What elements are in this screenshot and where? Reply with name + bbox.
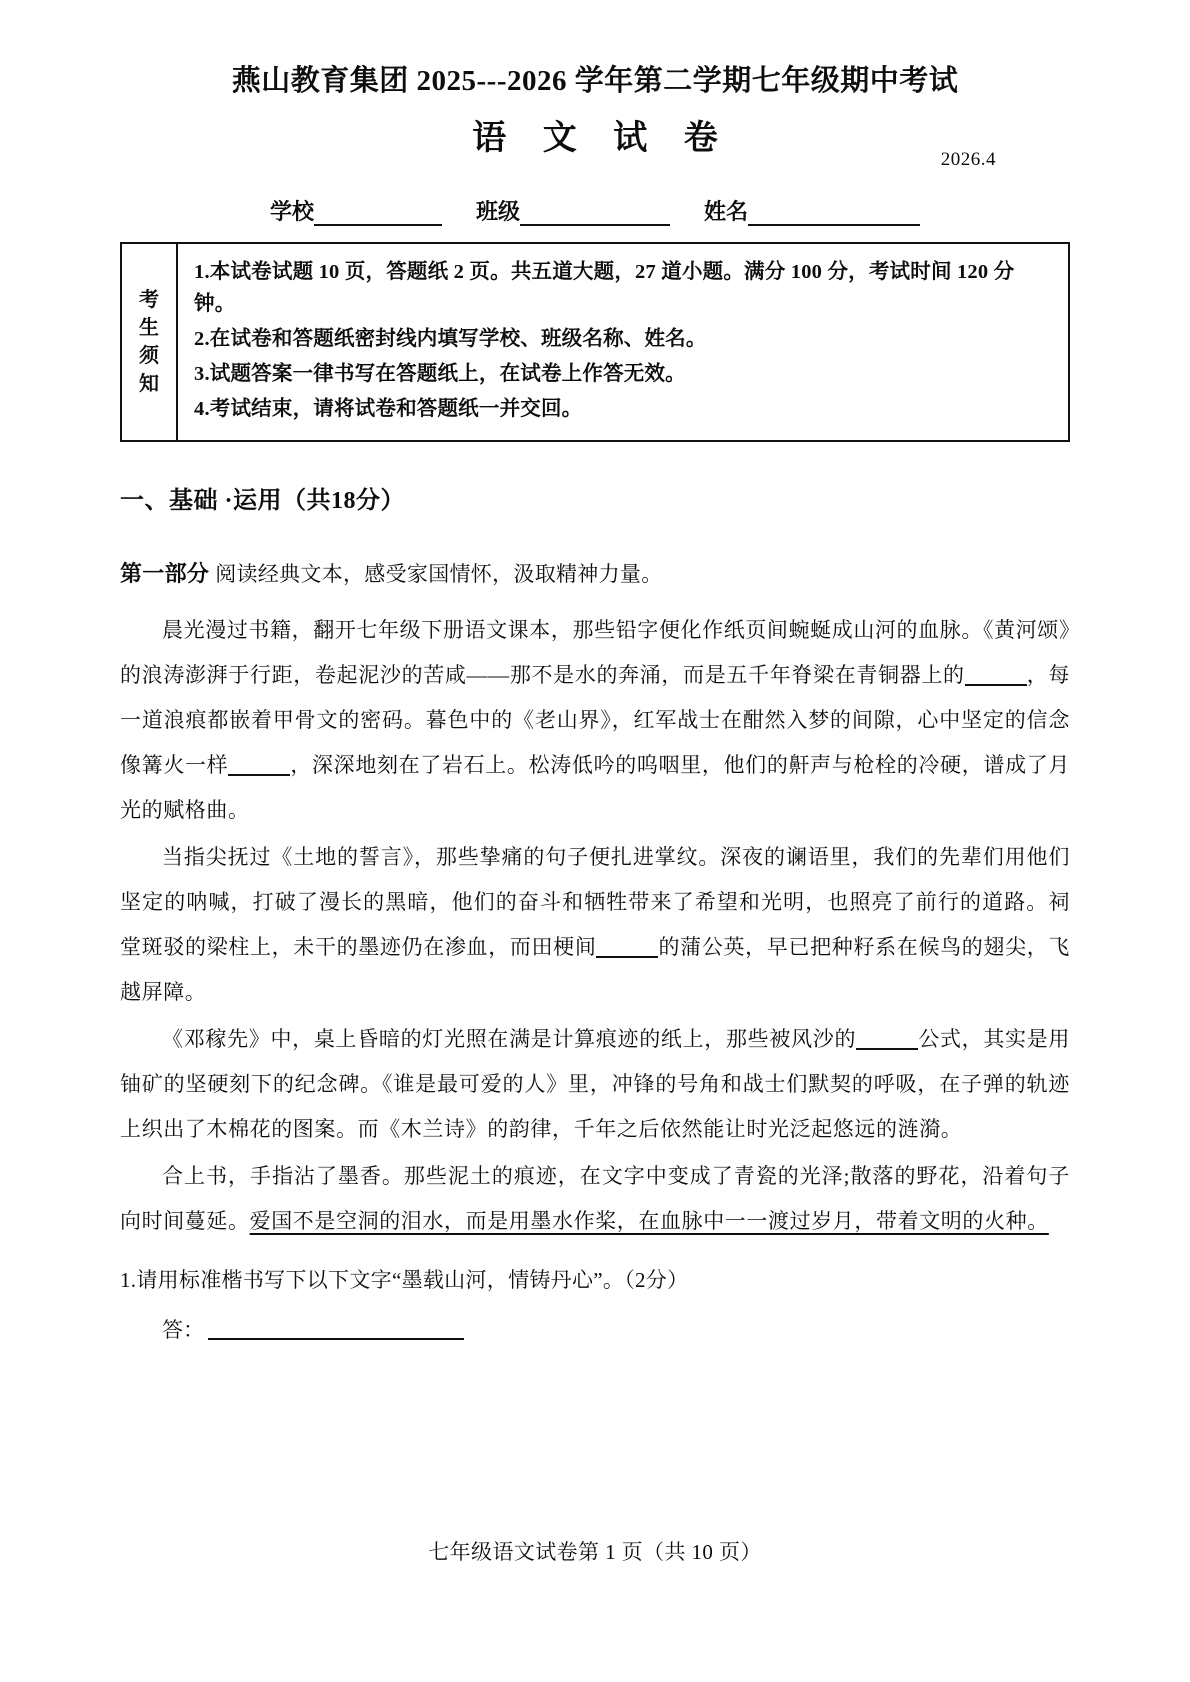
part-one-line (120, 557, 1070, 588)
passage-paragraph-4 (120, 1154, 1070, 1244)
passage-body (120, 608, 1070, 1244)
answer-label: 答： (162, 1318, 204, 1342)
class-input-rule[interactable] (520, 204, 670, 226)
paragraph-1-segment-b: ，每一道浪痕都嵌着甲骨文的密码。暮色中的《老山界》，红军战士在酣然入梦的间隙，心中坚定的信念像篝火一样 (120, 663, 1070, 777)
name-input-rule[interactable] (748, 204, 920, 226)
notice-label-char: 知 (139, 373, 159, 395)
passage-paragraph-2 (120, 835, 1070, 1015)
part-one-tag: 第一部分 (120, 561, 210, 586)
paragraph-1-segment-a: 晨光漫过书籍，翻开七年级下册语文课本，那些铅字便化作纸页间蜿蜒成山河的血脉。《黄河颂》的浪涛澎湃于行距，卷起泥沙的苦咸——那不是水的奔涌，而是五千年脊梁在青铜器上的 (120, 618, 1070, 687)
name-field[interactable] (704, 195, 920, 226)
page-footer: 七年级语文试卷第 1 页（共 10 页） (428, 1540, 762, 1564)
fill-blank-1[interactable] (965, 684, 1027, 686)
class-field[interactable] (476, 195, 670, 226)
fill-blank-3[interactable] (596, 956, 658, 958)
notice-label-char: 须 (139, 345, 159, 367)
paragraph-3-segment-b: 公式，其实是用铀矿的坚硬刻下的纪念碑。《谁是最可爱的人》里，冲锋的号角和战士们默契的呼吸，在子弹的轨迹上织出了木棉花的图案。而《木兰诗》的韵律，千年之后依然能让时光泛起悠远的涟漪。 (120, 1027, 1071, 1141)
exam-date: 2026.4 (940, 149, 996, 170)
section-heading: 一、基础 ·运用（共18分） (120, 488, 406, 514)
question-1: 1.请用标准楷书写下以下文字“墨载山河，情铸丹心”。（2分） (120, 1268, 689, 1292)
school-field[interactable] (270, 195, 442, 226)
passage-paragraph-1 (120, 608, 1070, 833)
subject-title: 语 文 试 卷 (472, 120, 732, 157)
paragraph-3-segment-a: 《邓稼先》中，桌上昏暗的灯光照在满是计算痕迹的纸上，那些被风沙的 (162, 1027, 857, 1051)
notice-item: 4.考试结束，请将试卷和答题纸一并交回。 (194, 398, 583, 420)
notice-label-column (122, 244, 178, 440)
passage-paragraph-3 (120, 1017, 1070, 1152)
part-one-text: 阅读经典文本，感受家国情怀，汲取精神力量。 (215, 562, 663, 586)
fill-blank-4[interactable] (856, 1048, 918, 1050)
notice-item: 2.在试卷和答题纸密封线内填写学校、班级名称、姓名。 (194, 328, 707, 350)
paragraph-2-segment-b: 的蒲公英，早已把种籽系在候鸟的翅尖，飞越屏障。 (120, 935, 1070, 1004)
question-1-answer-row (120, 1314, 1070, 1344)
notice-label-char: 生 (139, 317, 159, 339)
exam-title: 燕山教育集团 2025---2026 学年第二学期七年级期中考试 (231, 65, 959, 97)
name-label: 姓名 (704, 199, 749, 224)
subject-row (120, 115, 1070, 177)
class-label: 班级 (475, 199, 520, 224)
school-label: 学校 (269, 199, 314, 224)
school-input-rule[interactable] (314, 204, 442, 226)
notice-item: 1.本试卷试题 10 页，答题纸 2 页。共五道大题，27 道小题。满分 100 分，考试时间 120 分钟。 (194, 261, 1015, 315)
notice-label-char: 考 (139, 289, 159, 311)
notice-body (178, 244, 1068, 440)
identity-line (120, 195, 1070, 226)
paragraph-1-segment-c: ，深深地刻在了岩石上。松涛低吟的呜咽里，他们的鼾声与枪栓的冷硬，谱成了月光的赋格曲。 (120, 753, 1070, 822)
answer-input-rule[interactable] (208, 1338, 464, 1340)
notice-item: 3.试题答案一律书写在答题纸上，在试卷上作答无效。 (194, 363, 686, 385)
fill-blank-2[interactable] (228, 774, 290, 776)
paragraph-4-segment-a: 合上书，手指沾了墨香。那些泥土的痕迹，在文字中变成了青瓷的光泽;散落的野花，沿着句子向时间蔓延。 (120, 1164, 1070, 1233)
paragraph-2-segment-a: 当指尖抚过《土地的誓言》，那些挚痛的句子便扎进掌纹。深夜的谰语里，我们的先辈们用他们坚定的呐喊，打破了漫长的黑暗，他们的奋斗和牺牲带来了希望和光明，也照亮了前行的道路。祠堂斑驳的梁柱上，未干的墨迹仍在渗血，而田梗间 (120, 845, 1070, 959)
notice-box (120, 242, 1070, 442)
paragraph-4-underlined-sentence: 爱国不是空洞的泪水，而是用墨水作桨，在血脉中一一渡过岁月，带着文明的火种。 (249, 1209, 1049, 1233)
